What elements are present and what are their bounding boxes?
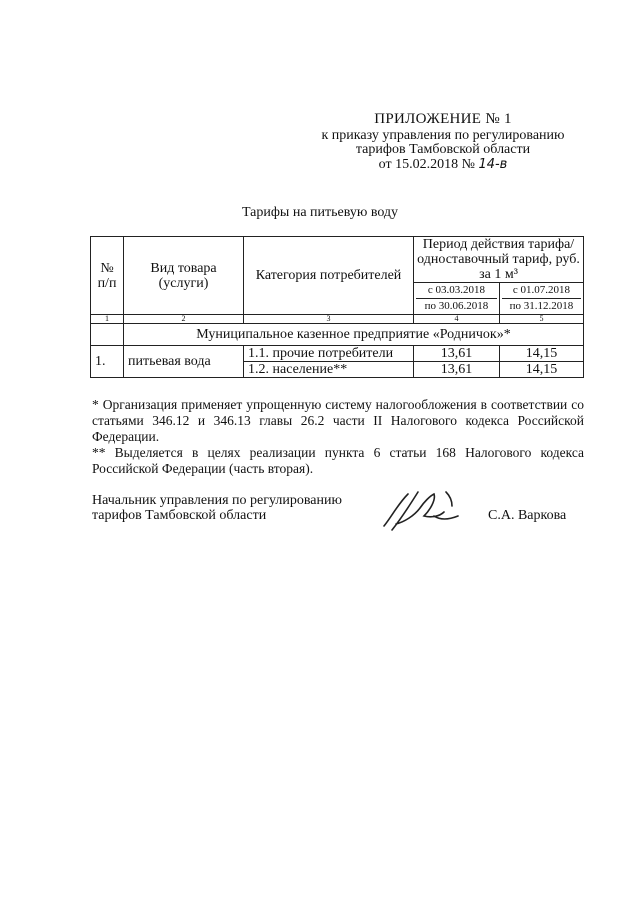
signatory-name: С.А. Варкова bbox=[488, 508, 567, 523]
header-period: Период действия тарифа/одноставочный тариф, руб. за 1 м³ bbox=[414, 237, 584, 283]
colnum-1: 1 bbox=[91, 315, 124, 324]
header-period-1: с 03.03.2018 по 30.06.2018 bbox=[414, 283, 500, 315]
order-date: от 15.02.2018 № bbox=[378, 156, 475, 172]
handwritten-signature-icon bbox=[378, 486, 478, 536]
signatory-position-line-2: тарифов Тамбовской области bbox=[92, 508, 267, 523]
category-cell: 1.2. население** bbox=[244, 362, 414, 378]
authority-line: тарифов Тамбовской области bbox=[355, 142, 531, 157]
signatory-position bbox=[92, 493, 342, 523]
colnum-3: 3 bbox=[244, 315, 414, 324]
appendix-header bbox=[308, 112, 578, 172]
tariff-value-period-2: 14,15 bbox=[500, 362, 584, 378]
header-category: Категория потребителей bbox=[244, 237, 414, 315]
colnum-2: 2 bbox=[124, 315, 244, 324]
colnum-4: 4 bbox=[414, 315, 500, 324]
tariff-value-period-1: 13,61 bbox=[414, 346, 500, 362]
tariff-value-period-2: 14,15 bbox=[500, 346, 584, 362]
tariff-value-period-1: 13,61 bbox=[414, 362, 500, 378]
tariff-table bbox=[90, 236, 584, 378]
table-row bbox=[91, 346, 584, 362]
order-number: 14-в bbox=[478, 156, 508, 172]
table-header-row bbox=[91, 237, 584, 283]
signatory-position-line-1: Начальник управления по регулированию bbox=[92, 493, 342, 508]
product-name: питьевая вода bbox=[124, 346, 244, 378]
footnote-2: ** Выделяется в целях реализации пункта 6 статьи 168 Налогового кодекса Российской Федерации (часть вторая). bbox=[92, 445, 584, 476]
header-period-2: с 01.07.2018 по 31.12.2018 bbox=[500, 283, 584, 315]
column-number-row bbox=[91, 315, 584, 324]
header-product: Вид товара (услуги) bbox=[124, 237, 244, 315]
footnote-1: * Организация применяет упрощенную систему налогообложения в соответствии со статьями 346.12 и 346.13 главы 26.2 части II Налогового кодекса Российской Федерации. bbox=[92, 397, 584, 444]
colnum-5: 5 bbox=[500, 315, 584, 324]
appendix-title: ПРИЛОЖЕНИЕ № 1 bbox=[374, 111, 512, 127]
org-name: Муниципальное казенное предприятие «Родничок»* bbox=[124, 324, 584, 346]
category-cell: 1.1. прочие потребители bbox=[244, 346, 414, 362]
org-num-cell bbox=[91, 324, 124, 346]
order-date-line bbox=[308, 158, 578, 173]
org-row bbox=[91, 324, 584, 346]
footnotes bbox=[92, 397, 584, 477]
row-num: 1. bbox=[91, 346, 124, 378]
document-title: Тарифы на питьевую воду bbox=[241, 205, 399, 220]
order-reference-line: к приказу управления по регулированию bbox=[321, 127, 565, 143]
header-num: № п/п bbox=[91, 237, 124, 315]
